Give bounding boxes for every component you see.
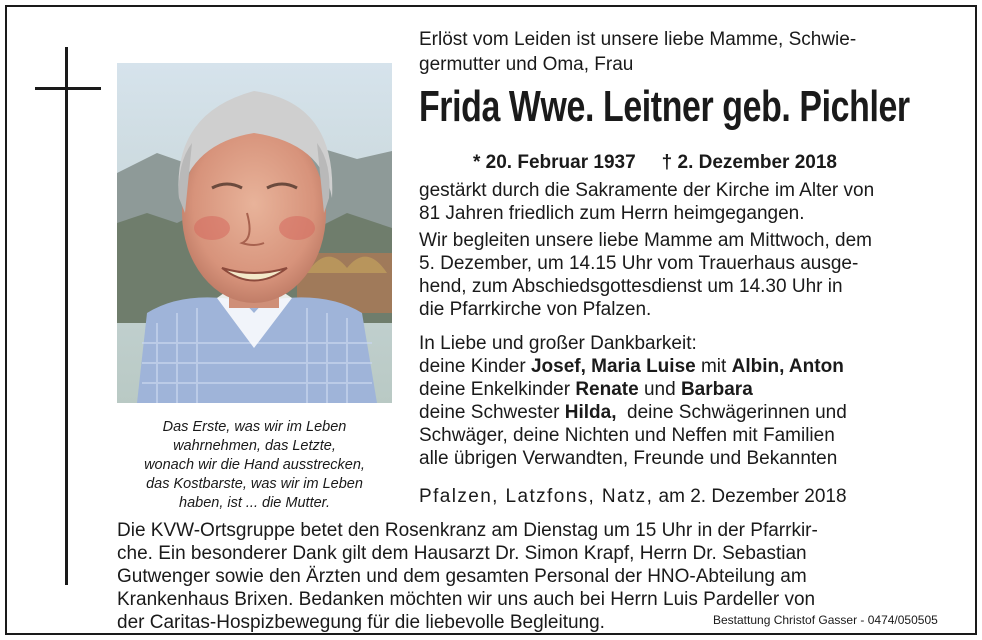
intro-line: germutter und Oma, Frau	[419, 54, 634, 75]
paragraph-line: che. Ein besonderer Dank gilt dem Hausarzt Dr. Simon Krapf, Herrn Dr. Sebastian	[117, 543, 807, 564]
quote-line: Das Erste, was wir im Leben	[162, 419, 347, 435]
place-date-line	[419, 485, 847, 508]
intro-text	[419, 27, 964, 77]
life-dates	[473, 151, 837, 175]
cross-icon-bar	[35, 87, 101, 90]
paragraph-line: hend, zum Abschiedsgottesdienst um 14.30 Uhr in	[419, 276, 843, 297]
quote-line: wahrnehmen, das Letzte,	[173, 438, 336, 454]
signing-date: am 2. Dezember 2018	[653, 486, 847, 507]
birth-date: * 20. Februar 1937	[473, 152, 636, 173]
family-relatives: alle übrigen Verwandten, Freunde und Bekannten	[419, 448, 838, 469]
portrait-image	[117, 63, 392, 403]
paragraph-line: Wir begleiten unsere liebe Mamme am Mittwoch, dem	[419, 230, 873, 251]
paragraph-line: Die KVW-Ortsgruppe betet den Rosenkranz am Dienstag um 15 Uhr in der Pfarrkir-	[117, 520, 818, 541]
obituary-notice	[5, 5, 977, 635]
quote-line: wonach wir die Hand ausstrecken,	[144, 457, 365, 473]
quote-line: das Kostbarste, was wir im Leben	[146, 476, 363, 492]
undertaker-credit: Bestattung Christof Gasser - 0474/050505	[713, 613, 938, 627]
intro-line: Erlöst vom Leiden ist unsere liebe Mamme, Schwie-	[419, 29, 857, 50]
paragraph-line: Krankenhaus Brixen. Bedanken möchten wir uns auch bei Herrn Luis Pardeller von	[117, 589, 816, 610]
family-inlaws: Schwäger, deine Nichten und Neffen mit Familien	[419, 425, 835, 446]
portrait-photo	[117, 63, 392, 403]
paragraph-line: gestärkt durch die Sakramente der Kirche im Alter von	[419, 180, 875, 201]
towns: Pfalzen, Latzfons, Natz,	[419, 486, 654, 507]
family-list	[419, 332, 964, 470]
death-date: † 2. Dezember 2018	[661, 152, 837, 173]
deceased-name: Frida Wwe. Leitner geb. Pichler	[419, 82, 910, 131]
paragraph-line: 81 Jahren friedlich zum Herrn heimgegangen.	[419, 203, 805, 224]
passing-paragraph	[419, 179, 964, 225]
paragraph-line: der Caritas-Hospizbewegung für die liebevolle Begleitung.	[117, 612, 605, 633]
family-children: deine Kinder Josef, Maria Luise mit Albin, Anton	[419, 356, 844, 377]
family-sister: deine Schwester Hilda, deine Schwägerinnen und	[419, 402, 847, 423]
family-grandchildren: deine Enkelkinder Renate und Barbara	[419, 379, 753, 400]
family-intro: In Liebe und großer Dankbarkeit:	[419, 333, 697, 354]
cross-icon	[65, 47, 68, 585]
quote-line: haben, ist ... die Mutter.	[179, 495, 330, 511]
memorial-quote	[115, 418, 394, 513]
paragraph-line: die Pfarrkirche von Pfalzen.	[419, 299, 652, 320]
paragraph-line: Gutwenger sowie den Ärzten und dem gesamten Personal der HNO-Abteilung am	[117, 566, 807, 587]
funeral-paragraph	[419, 229, 964, 321]
paragraph-line: 5. Dezember, um 14.15 Uhr vom Trauerhaus ausge-	[419, 253, 859, 274]
